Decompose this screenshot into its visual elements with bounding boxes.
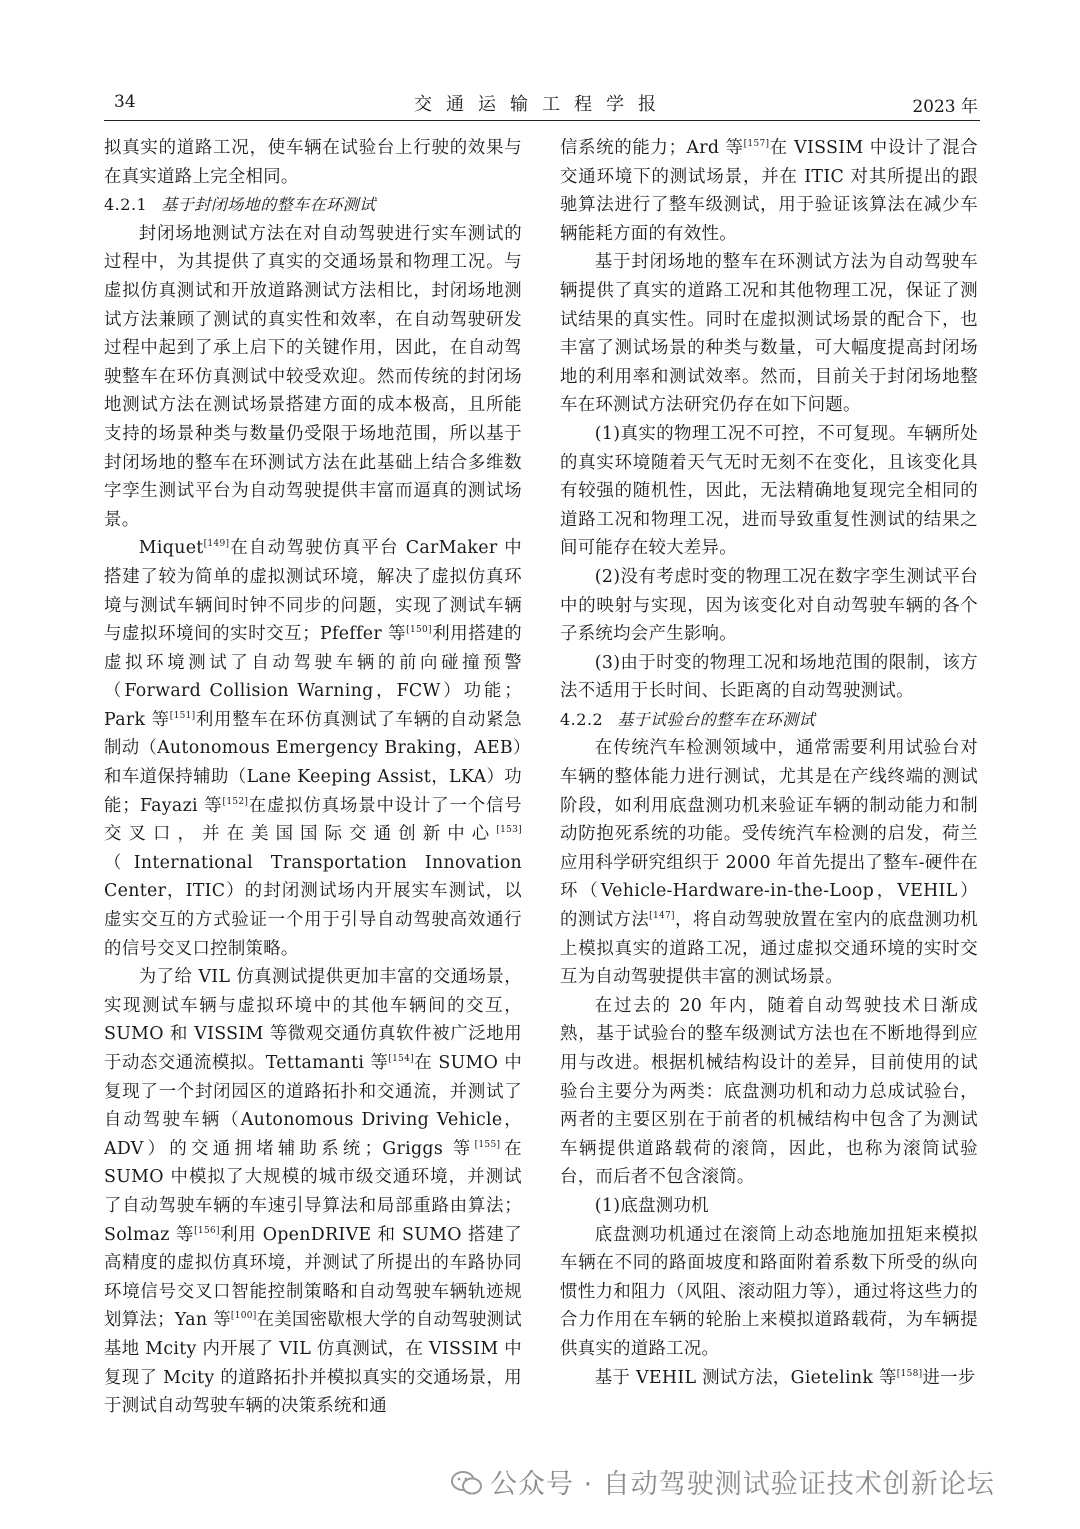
page-number: 34 (114, 92, 136, 112)
citation[interactable]: [154] (388, 1054, 415, 1064)
paragraph: (3)由于时变的物理工况和场地范围的限制，该方法不适用于长时间、长距离的自动驾驶测试。 (560, 652, 978, 702)
citation[interactable]: [157] (743, 139, 770, 149)
citation[interactable]: [150] (406, 625, 432, 636)
section-number: 4.2.1 (104, 195, 148, 215)
paragraph: (2)没有考虑时变的物理工况在数字孪生测试平台中的映射与实现，因为该变化对自动驾驶车辆的各个子系统均会产生影响。 (560, 566, 978, 645)
section-title: 基于封闭场地的整车在环测试 (161, 195, 376, 215)
paragraph: 信系统的能力；Ard 等[157]在 VISSIM 中设计了混合交通环境下的测试场景，并在 ITIC 对其所提出的跟驰算法进行了整车级测试，用于验证该算法在减少车辆能耗方面的有效性。 (560, 138, 978, 244)
section-heading-4-2-2 (560, 706, 978, 735)
citation[interactable]: [147] (649, 911, 675, 922)
paragraph: 在传统汽车检测领域中，通常需要利用试验台对车辆的整体能力进行测试，尤其是在产线终端的测试阶段，如利用底盘测功机来验证车辆的制动能力和制动防抱死系统的功能。受传统汽车检测的启发，荷兰应用科学研究组织于 2000 年首先提出了整车-硬件在环（Vehicle-Hardware-in-the-Loop，VEHIL）的测试方法[147]，将自动驾驶放置在室内的底盘测功机上模拟真实的道路工况，通过虚拟交通环境的实时交互为自动驾驶提供丰富的测试场景。 (560, 738, 978, 988)
citation[interactable]: [158] (896, 1368, 923, 1379)
paragraph: Miquet[149]在自动驾驶仿真平台 CarMaker 中搭建了较为简单的虚拟测试环境，解决了虚拟仿真环境与测试车辆间时钟不同步的问题，实现了测试车辆与虚拟环境间的实时交互；Pfeffer 等[150]利用搭建的虚拟环境测试了自动驾驶车辆的前向碰撞预警（Forward Collision Warning，FCW）功能；Park 等[151]利用整车在环仿真测试了车辆的自动紧急制动（Autonomous Emergency Braking，AEB）和车道保持辅助（Lane Keeping Assist，LKA）功能；Fayazi 等[152]在虚拟仿真场景中设计了一个信号交叉口，并在美国国际交通创新中心[153]（International Transportation Innovation Center，ITIC）的封闭测试场内开展实车测试，以虚实交互的方式验证一个用于引导自动驾驶高效通行的信号交叉口控制策略。 (104, 538, 523, 959)
section-heading-4-2-1 (104, 191, 522, 220)
watermark-text: 公众号 · 自动驾驶测试验证技术创新论坛 (490, 1469, 995, 1500)
citation[interactable]: [155] (474, 1139, 501, 1150)
paragraph: (1)真实的物理工况不可控，不可复现。车辆所处的真实环境随着天气无时无刻不在变化，且该变化具有较强的随机性，因此，无法精确地复现完全相同的道路工况和物理工况，进而导致重复性测试的结果之间可能存在较大差异。 (560, 423, 978, 559)
paragraph: 封闭场地测试方法在对自动驾驶进行实车测试的过程中，为其提供了真实的交通场景和物理工况。与虚拟仿真测试和开放道路测试方法相比，封闭场地测试方法兼顾了测试的真实性和效率，在自动驾驶研发过程中起到了承上启下的关键作用，因此，在自动驾驶整车在环仿真测试中较受欢迎。然而传统的封闭场地测试方法在测试场景搭建方面的成本极高，且所能支持的场景种类与数量仍受限于场地范围，所以基于封闭场地的整车在环测试方法在此基础上结合多维数字孪生测试平台为自动驾驶提供丰富而逼真的测试场景。 (104, 223, 522, 530)
publication-year: 2023 年 (912, 97, 978, 117)
citation[interactable]: [151] (169, 710, 196, 721)
paragraph: 为了给 VIL 仿真测试提供更加丰富的交通场景，实现测试车辆与虚拟环境中的其他车辆间的交互，SUMO 和 VISSIM 等微观交通仿真软件被广泛地用于动态交通流模拟。Tettamanti 等[154]在 SUMO 中复现了一个封闭园区的道路拓扑和交通流，并测试了自动驾驶车辆（Autonomous Driving Vehicle，ADV）的交通拥堵辅助系统；Griggs 等[155]在 SUMO 中模拟了大规模的城市级交通环境，并测试了自动驾驶车辆的车速引导算法和局部重路由算法；Solmaz 等[156]利用 OpenDRIVE 和 SUMO 搭建了高精度的虚拟仿真环境，并测试了所提出的车路协同环境信号交叉口智能控制策略和自动驾驶车辆轨迹规划算法；Yan 等[100]在美国密歇根大学的自动驾驶测试基地 Mcity 内开展了 VIL 仿真测试，在 VISSIM 中复现了 Mcity 的道路拓扑并模拟真实的交通场景，用于测试自动驾驶车辆的决策系统和通 (104, 967, 523, 1417)
section-title: 基于试验台的整车在环测试 (617, 709, 816, 729)
wechat-icon (450, 1469, 484, 1497)
running-header (104, 88, 980, 121)
left-column (104, 134, 522, 1421)
watermark (450, 1462, 1050, 1502)
right-column (560, 134, 978, 1392)
citation[interactable]: [100] (230, 1311, 257, 1322)
citation[interactable]: [149] (203, 539, 230, 550)
citation[interactable]: [152] (222, 796, 249, 807)
paragraph: 底盘测功机通过在滚筒上动态地施加扭矩来模拟车辆在不同的路面坡度和路面附着系数下所受的纵向惯性力和阻力（风阻、滚动阻力等），通过将这些力的合力作用在车辆的轮胎上来模拟道路载荷，为车辆提供真实的道路工况。 (560, 1224, 978, 1359)
journal-title: 交通运输工程学报 (414, 94, 670, 115)
paragraph: 拟真实的道路工况，使车辆在试验台上行驶的效果与在真实道路上完全相同。 (104, 138, 522, 187)
paragraph: 基于 VEHIL 测试方法，Gietelink 等[158]进一步 (594, 1367, 976, 1388)
citation[interactable]: [153] (496, 825, 522, 836)
subsection-heading: (1)底盘测功机 (594, 1195, 709, 1216)
section-number: 4.2.2 (560, 709, 604, 729)
paragraph: 基于封闭场地的整车在环测试方法为自动驾驶车辆提供了真实的道路工况和其他物理工况，保证了测试结果的真实性。同时在虚拟测试场景的配合下，也丰富了测试场景的种类与数量，可大幅度提高封闭场地的利用率和测试效率。然而，目前关于封闭场地整车在环测试方法研究仍存在如下问题。 (560, 252, 978, 416)
paragraph: 在过去的 20 年内，随着自动驾驶技术日渐成熟，基于试验台的整车级测试方法也在不断地得到应用与改进。根据机械结构设计的差异，目前使用的试验台主要分为两类：底盘测功机和动力总成试验台，两者的主要区别在于前者的机械结构中包含了为测试车辆提供道路载荷的滚筒，因此，也称为滚筒试验台，而后者不包含滚筒。 (560, 995, 978, 1188)
citation[interactable]: [156] (194, 1225, 220, 1236)
